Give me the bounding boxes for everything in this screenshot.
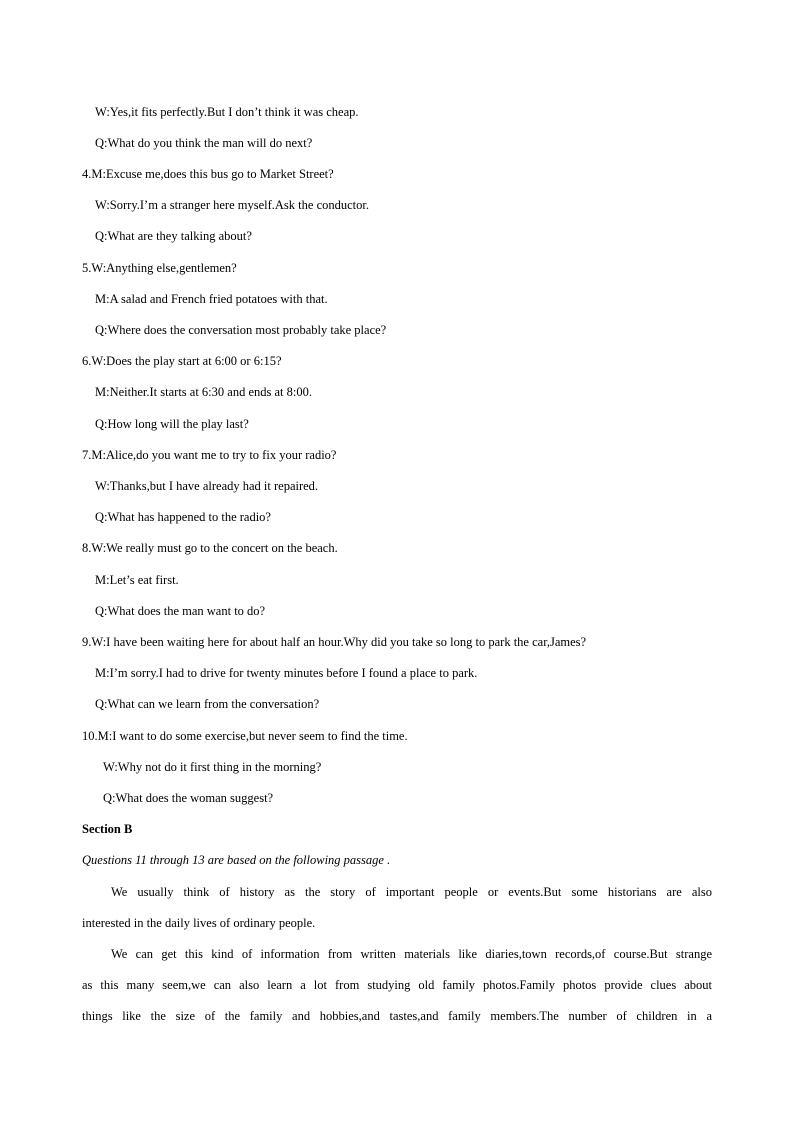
dialogue-line: M:Let’s eat first. (95, 573, 179, 587)
dialogue-line: Q:What can we learn from the conversation? (95, 697, 320, 711)
dialogue-line: M:A salad and French fried potatoes with that. (95, 292, 328, 306)
dialogue-line: Q:Where does the conversation most probably take place? (95, 323, 387, 337)
dialogue-line: 7.M:Alice,do you want me to try to fix your radio? (82, 448, 337, 462)
dialogue-line: 6.W:Does the play start at 6:00 or 6:15? (82, 354, 282, 368)
passage-line: things like the size of the family and hobbies,and tastes,and family members.The number of children in a (82, 1009, 712, 1023)
dialogue-line: M:Neither.It starts at 6:30 and ends at 8:00. (95, 385, 312, 399)
passage-line: as this many seem,we can also learn a lot from studying old family photos.Family photos provide clues about (82, 978, 712, 992)
section-heading: Section B (82, 822, 133, 836)
dialogue-line: 8.W:We really must go to the concert on the beach. (82, 541, 338, 555)
passage-line: We usually think of history as the story of important people or events.But some historians are also (111, 885, 712, 899)
section-instruction: Questions 11 through 13 are based on the following passage . (82, 853, 391, 867)
dialogue-line: Q:What does the woman suggest? (103, 791, 274, 805)
dialogue-line: W:Sorry.I’m a stranger here myself.Ask the conductor. (95, 198, 369, 212)
dialogue-line: Q:What are they talking about? (95, 229, 252, 243)
dialogue-line: Q:What does the man want to do? (95, 604, 266, 618)
passage-line: We can get this kind of information from written materials like diaries,town records,of course.But strange (111, 947, 712, 961)
dialogue-line: W:Why not do it first thing in the morning? (103, 760, 322, 774)
dialogue-line: M:I’m sorry.I had to drive for twenty minutes before I found a place to park. (95, 666, 478, 680)
dialogue-line: 4.M:Excuse me,does this bus go to Market Street? (82, 167, 334, 181)
dialogue-line: 5.W:Anything else,gentlemen? (82, 261, 237, 275)
dialogue-line: 9.W:I have been waiting here for about half an hour.Why did you take so long to park the car,James? (82, 635, 587, 649)
passage-line: interested in the daily lives of ordinary people. (82, 916, 316, 930)
dialogue-line: W:Yes,it fits perfectly.But I don’t think it was cheap. (95, 105, 359, 119)
dialogue-line: Q:How long will the play last? (95, 417, 249, 431)
dialogue-line: W:Thanks,but I have already had it repaired. (95, 479, 319, 493)
dialogue-line: 10.M:I want to do some exercise,but never seem to find the time. (82, 729, 408, 743)
dialogue-line: Q:What do you think the man will do next? (95, 136, 313, 150)
dialogue-line: Q:What has happened to the radio? (95, 510, 271, 524)
